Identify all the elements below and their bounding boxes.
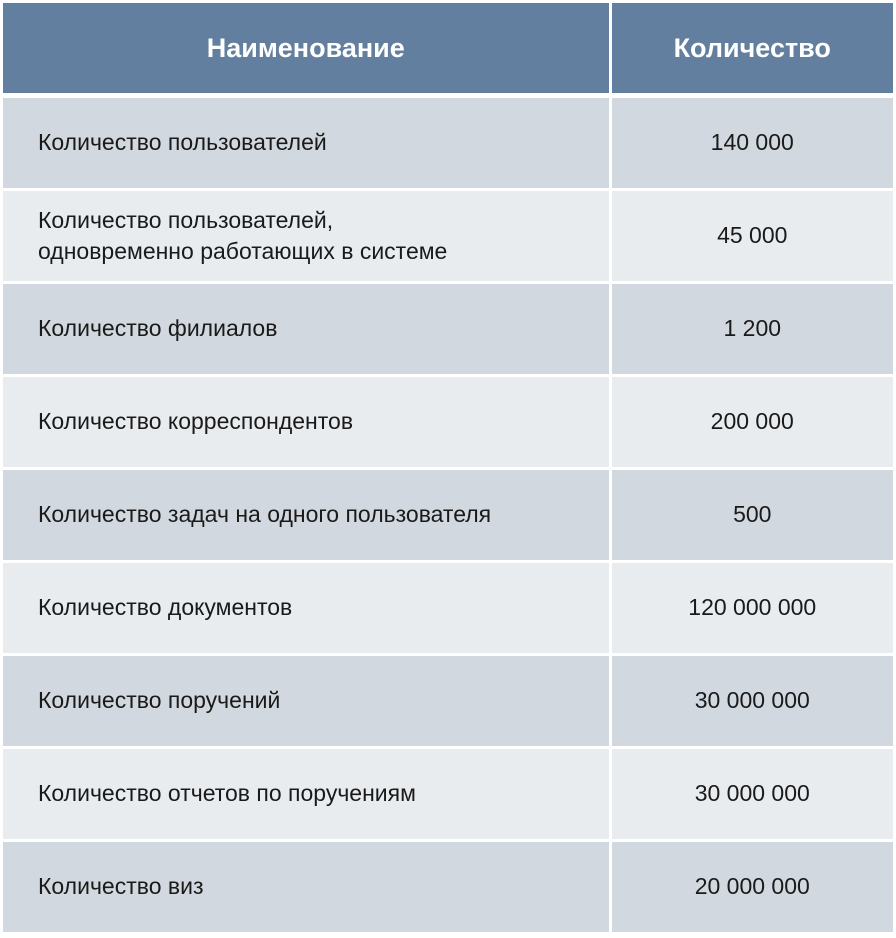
table-row <box>3 283 893 376</box>
row-name <box>3 190 610 283</box>
row-name <box>3 655 610 748</box>
row-name-line: одновременно работающих в системе <box>38 238 448 264</box>
row-quantity: 30 000 000 <box>610 748 893 841</box>
row-quantity: 30 000 000 <box>610 655 893 748</box>
row-name-line: Количество пользователей <box>38 129 327 156</box>
specs-table-container <box>3 3 893 932</box>
header-name: Наименование <box>3 3 610 96</box>
row-name <box>3 376 610 469</box>
row-name <box>3 841 610 933</box>
header-quantity: Количество <box>610 3 893 96</box>
row-name <box>3 96 610 190</box>
table-row <box>3 96 893 190</box>
row-name <box>3 562 610 655</box>
row-quantity: 1 200 <box>610 283 893 376</box>
table-row <box>3 469 893 562</box>
table-row <box>3 655 893 748</box>
row-quantity: 20 000 000 <box>610 841 893 933</box>
table-row <box>3 190 893 283</box>
row-name <box>3 469 610 562</box>
row-quantity: 140 000 <box>610 96 893 190</box>
row-quantity: 120 000 000 <box>610 562 893 655</box>
table-row <box>3 748 893 841</box>
row-quantity: 500 <box>610 469 893 562</box>
table-row <box>3 376 893 469</box>
row-name-line: Количество виз <box>38 873 204 900</box>
table-row <box>3 841 893 933</box>
row-quantity: 45 000 <box>610 190 893 283</box>
row-name-line: Количество отчетов по поручениям <box>38 780 416 807</box>
row-name-line: Количество документов <box>38 594 293 621</box>
table-header-row <box>3 3 893 96</box>
row-quantity: 200 000 <box>610 376 893 469</box>
specs-table <box>3 3 893 932</box>
row-name-line: Количество филиалов <box>38 315 278 342</box>
row-name-line: Количество пользователей, <box>38 206 334 233</box>
row-name <box>3 283 610 376</box>
row-name-line: Количество задач на одного пользователя <box>38 501 492 528</box>
row-name <box>3 748 610 841</box>
row-name-line: Количество корреспондентов <box>38 408 354 435</box>
row-name-line: Количество поручений <box>38 687 281 714</box>
table-row <box>3 562 893 655</box>
